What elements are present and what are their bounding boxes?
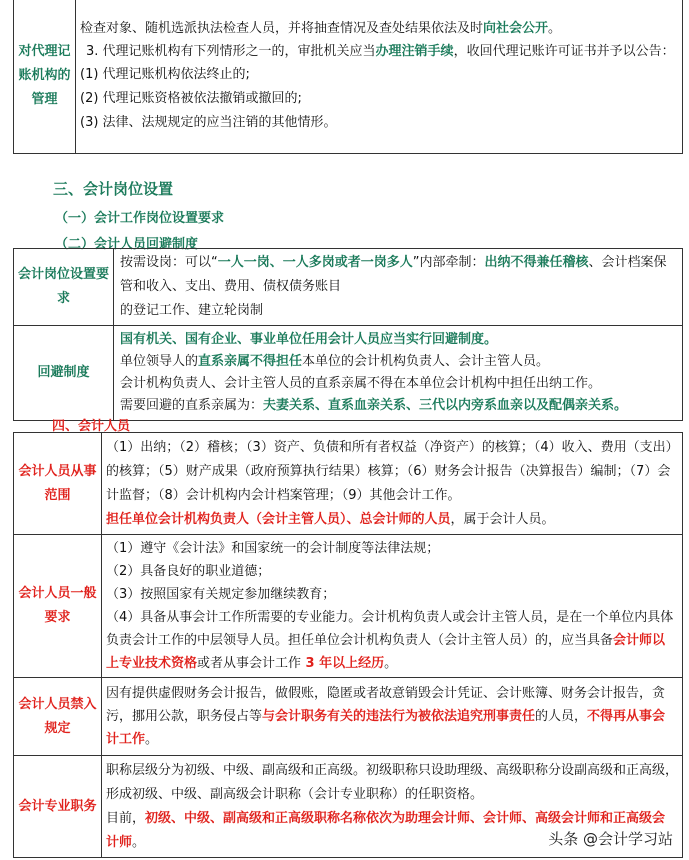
- avoidance-p4: 需要回避的直系亲属为：夫妻关系、直系血亲关系、三代以内旁系血亲以及配偶亲关系。: [120, 398, 628, 413]
- general-req-3: （3）按照国家有关规定参加继续教育；: [106, 587, 336, 602]
- post-setting-label: 会计岗位设置要求: [14, 249, 114, 326]
- title-p1: 职称层级分为初级、中级、副高级和正高级。初级职称只设助理级、高级职称分设副高级和正高级，形成初级、中级、副高级会计职称（会计专业职称）的任职资格。: [106, 762, 679, 802]
- agency-item-1: (1) 代理记账机构依法终止的;: [80, 66, 250, 82]
- scope-label: 会计人员从事范围: [14, 433, 102, 535]
- title-label: 会计专业职务: [14, 756, 102, 858]
- section-4-title: 四、会计人员: [52, 419, 131, 434]
- avoidance-p2: 单位领导人的直系亲属不得担任本单位的会计机构负责人、会计主管人员。: [120, 354, 550, 369]
- agency-management-label: 对代理记账机构的管理: [14, 0, 76, 154]
- agency-management-content: [76, 0, 683, 154]
- avoidance-content: [114, 326, 683, 421]
- agency-item-3: (3) 法律、法规规定的应当注销的其他情形。: [80, 114, 337, 130]
- general-req-content: [102, 535, 683, 678]
- general-req-4: （4）具备从事会计工作所需要的专业能力。会计机构负责人或会计主管人员，是在一个单位内具体负责会计工作的中层领导人员。担任单位会计机构负责人（会计主管人员）的，应当具备会计师以上专业技术资格或者从事会计工作 3 年以上经历。: [106, 610, 674, 671]
- agency-item-2: (2) 代理记账资格被依法撤销或撤回的;: [80, 90, 302, 106]
- post-setting-content: [114, 249, 683, 326]
- general-req-2: （2）具备良好的职业道德；: [106, 564, 271, 579]
- scope-note: 担任单位会计机构负责人（会计主管人员）、总会计师的人员，属于会计人员。: [106, 511, 555, 527]
- agency-line-1: 检查对象、随机选派执法检查人员，并将抽查情况及查处结果依法及时向社会公开。: [80, 20, 562, 36]
- general-req-1: （1）遵守《会计法》和国家统一的会计制度等法律法规；: [106, 541, 440, 556]
- avoidance-label: 回避制度: [14, 326, 114, 421]
- post-setting-p1: 按需设岗：可以“一人一岗、一人多岗或者一岗多人”内部牵制：出纳不得兼任稽核、会计档案保管和收入、支出、费用、债权债务账目: [120, 255, 667, 294]
- accountant-table: [13, 432, 683, 858]
- avoidance-p3: 会计机构负责人、会计主管人员的直系亲属不得在本单位会计机构中担任出纳工作。: [120, 376, 602, 391]
- general-req-label: 会计人员一般要求: [14, 535, 102, 678]
- scope-content: [102, 433, 683, 535]
- scope-text: （1）出纳；（2）稽核；（3）资产、负债和所有者权益（净资产）的核算；（4）收入、费用（支出）的核算；（5）财产成果（政府预算执行结果）核算；（6）财务会计报告（决算报告）编制；（7）会计监督；（8）会计机构内会计档案管理；（9）其他会计工作。: [106, 439, 673, 503]
- avoidance-p1: 国有机关、国有企业、事业单位任用会计人员应当实行回避制度。: [120, 332, 498, 347]
- agency-line-2: 3. 代理记账机构有下列情形之一的，审批机关应当办理注销手续，收回代理记账许可证书并予以公告：: [86, 43, 675, 59]
- section-3-sub1: （一）会计工作岗位设置要求: [55, 211, 225, 226]
- watermark: 头条 @会计学习站: [544, 828, 677, 850]
- ban-label: 会计人员禁入规定: [14, 678, 102, 756]
- ban-content: 因有提供虚假财务会计报告，做假账，隐匿或者故意销毁会计凭证、会计账簿、财务会计报告，贪污，挪用公款，职务侵占等与会计职务有关的违法行为被依法追究刑事责任的人员，不得再从事会计工作。: [102, 678, 683, 756]
- title-p2: 目前，初级、中级、副高级和正高级职称名称依次为助理会计师、会计师、高级会计师和正高级会计师。: [106, 810, 666, 850]
- post-setting-table: [13, 248, 683, 421]
- post-setting-p2: 的登记工作、建立轮岗制: [120, 303, 264, 318]
- section-3-sub2: （二）会计人员回避制度: [55, 237, 199, 252]
- agency-management-table: [13, 0, 683, 154]
- section-3-title: 三、会计岗位设置: [53, 180, 174, 198]
